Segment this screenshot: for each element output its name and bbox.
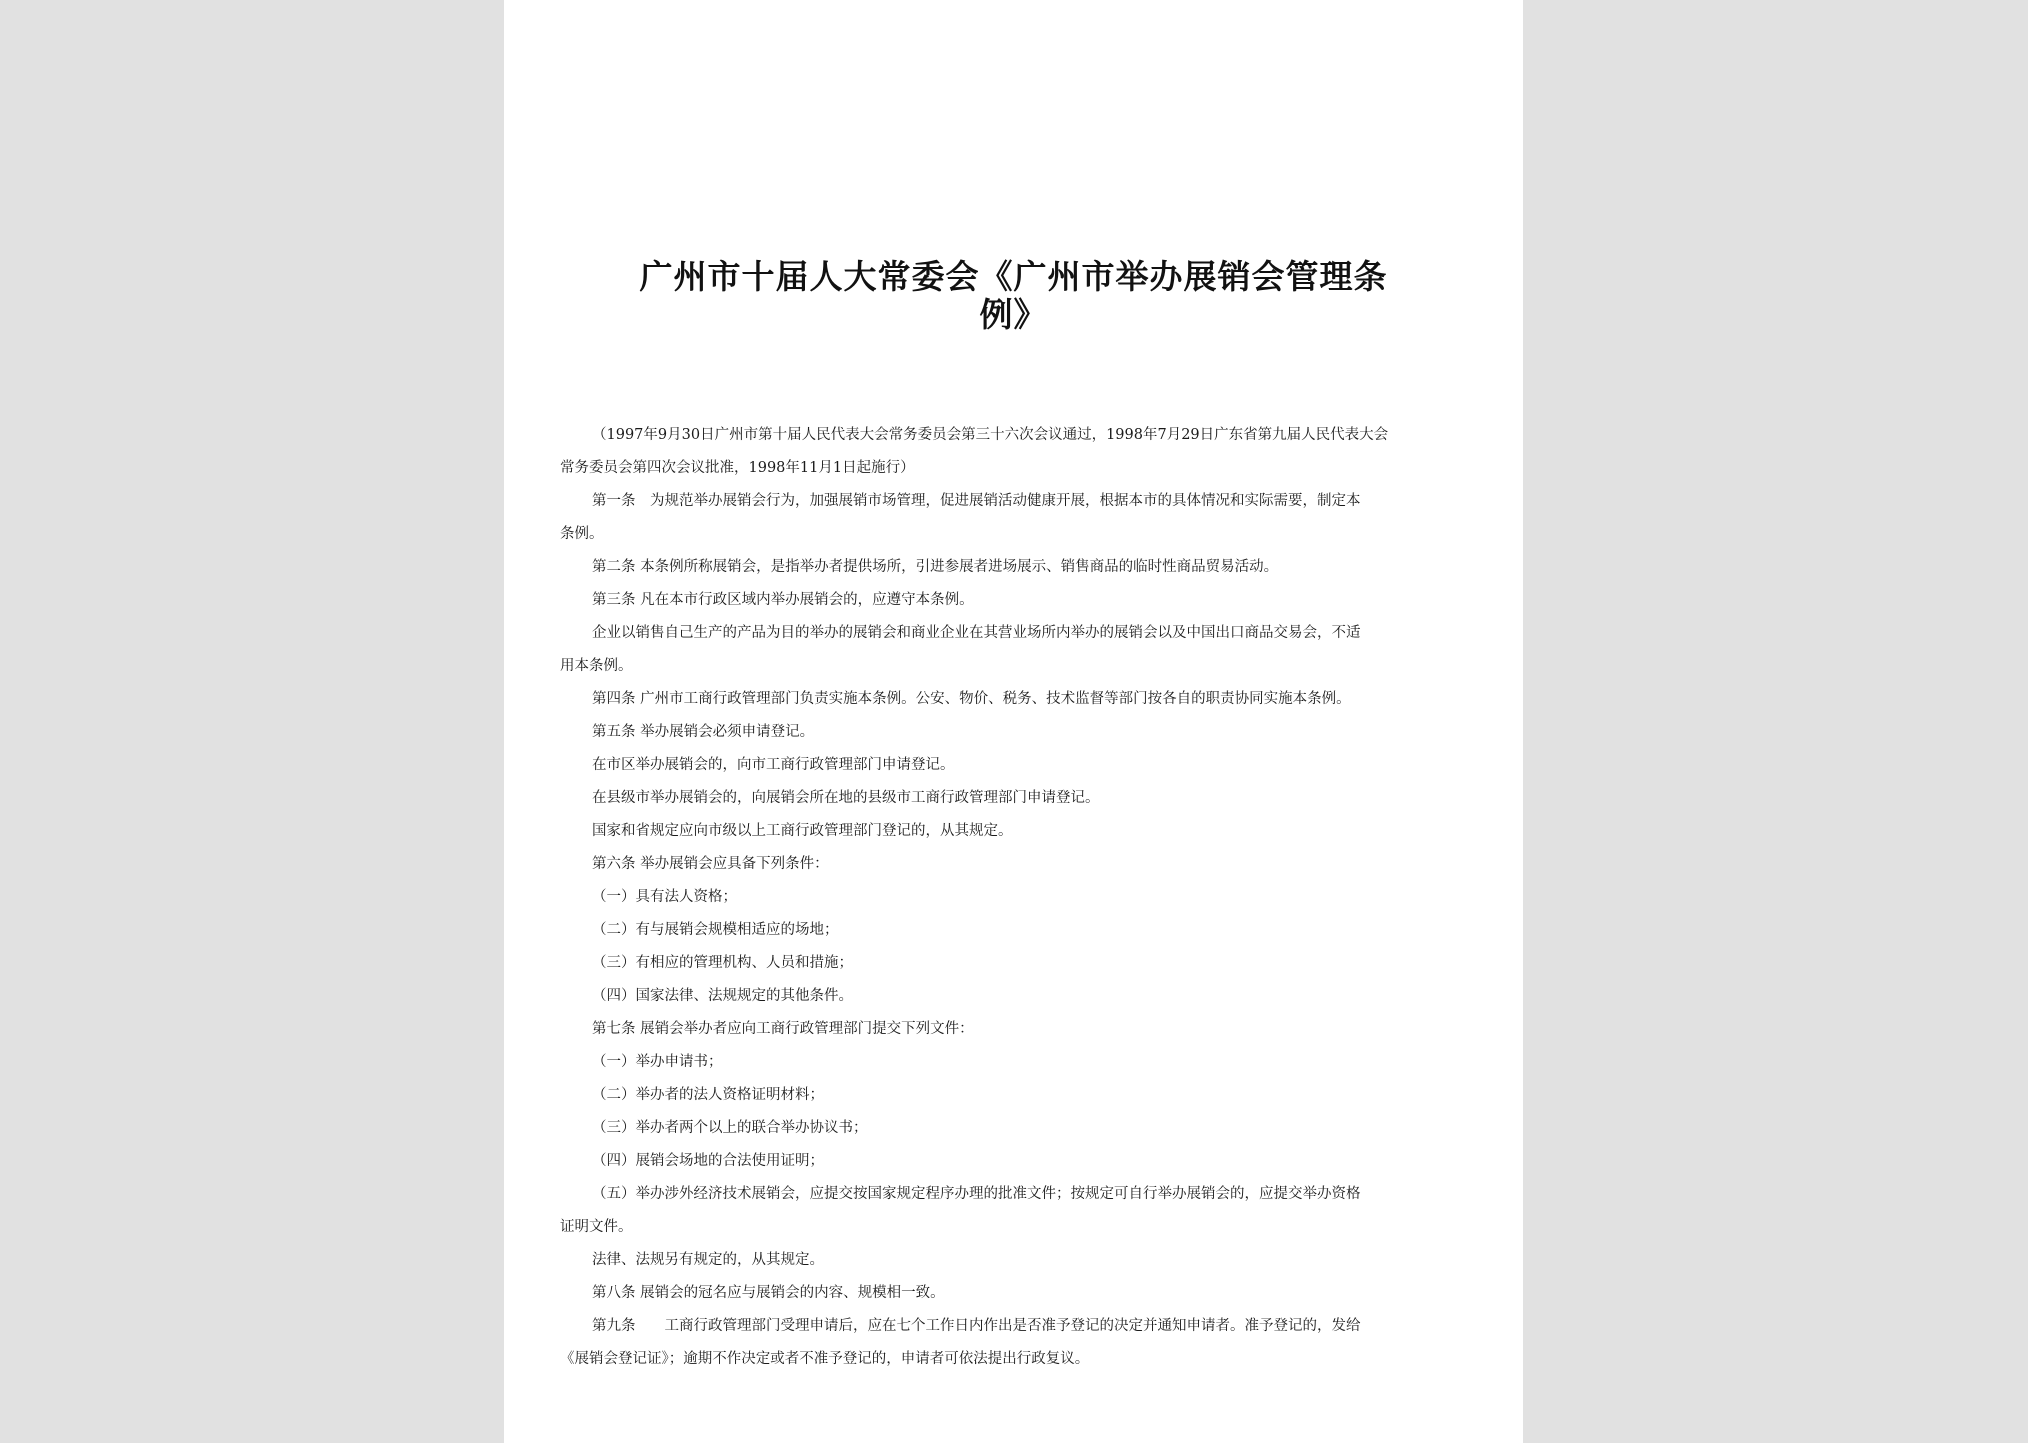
paragraph-line: 法律、法规另有规定的，从其规定。 — [592, 1252, 824, 1268]
paragraph-line: 国家和省规定应向市级以上工商行政管理部门登记的，从其规定。 — [592, 823, 1013, 839]
paragraph-line: 条例。 — [560, 526, 604, 542]
paragraph-line: （一）举办申请书； — [592, 1054, 723, 1070]
document-title — [504, 258, 1523, 334]
paragraph-line: 《展销会登记证》；逾期不作决定或者不准予登记的，申请者可依法提出行政复议。 — [560, 1351, 1090, 1367]
paragraph-line: 第四条 广州市工商行政管理部门负责实施本条例。公安、物价、税务、技术监督等部门按各自的职责协同实施本条例。 — [592, 691, 1351, 707]
document-page — [504, 0, 1523, 1443]
paragraph-line: 第二条 本条例所称展销会，是指举办者提供场所，引进参展者进场展示、销售商品的临时性商品贸易活动。 — [592, 559, 1279, 575]
paragraph-line: （五）举办涉外经济技术展销会，应提交按国家规定程序办理的批准文件；按规定可自行举办展销会的，应提交举办资格 — [592, 1186, 1361, 1202]
paragraph-line: （一）具有法人资格； — [592, 889, 737, 905]
document-body — [560, 419, 1475, 1376]
paragraph-line: （三）举办者两个以上的联合举办协议书； — [592, 1120, 868, 1136]
paragraph-line: 第六条 举办展销会应具备下列条件： — [592, 856, 829, 872]
paragraph-line: 第七条 展销会举办者应向工商行政管理部门提交下列文件： — [592, 1021, 974, 1037]
paragraph-line: （四）展销会场地的合法使用证明； — [592, 1153, 824, 1169]
paragraph-line: 第九条 工商行政管理部门受理申请后，应在七个工作日内作出是否准予登记的决定并通知申请者。准予登记的，发给 — [592, 1318, 1361, 1334]
paragraph-line: （1997年9月30日广州市第十届人民代表大会常务委员会第三十六次会议通过，1998年7月29日广东省第九届人民代表大会 — [592, 427, 1389, 443]
paragraph-line: （四）国家法律、法规规定的其他条件。 — [592, 988, 853, 1004]
paragraph-line: 在市区举办展销会的，向市工商行政管理部门申请登记。 — [592, 757, 955, 773]
paragraph-line: 证明文件。 — [560, 1219, 633, 1235]
paragraph-line: 用本条例。 — [560, 658, 633, 674]
paragraph-line: 企业以销售自己生产的产品为目的举办的展销会和商业企业在其营业场所内举办的展销会以及中国出口商品交易会，不适 — [592, 625, 1361, 641]
paragraph-line: （二）举办者的法人资格证明材料； — [592, 1087, 824, 1103]
paragraph-line: 第八条 展销会的冠名应与展销会的内容、规模相一致。 — [592, 1285, 945, 1301]
paragraph-line: 常务委员会第四次会议批准，1998年11月1日起施行） — [560, 460, 915, 476]
paragraph-line: 在县级市举办展销会的，向展销会所在地的县级市工商行政管理部门申请登记。 — [592, 790, 1100, 806]
paragraph-line: （二）有与展销会规模相适应的场地； — [592, 922, 839, 938]
title-line-2: 例》 — [979, 295, 1048, 334]
paragraph-line: 第一条 为规范举办展销会行为，加强展销市场管理，促进展销活动健康开展，根据本市的具体情况和实际需要，制定本 — [592, 493, 1361, 509]
paragraph-line: 第五条 举办展销会必须申请登记。 — [592, 724, 815, 740]
paragraph-line: 第三条 凡在本市行政区域内举办展销会的，应遵守本条例。 — [592, 592, 974, 608]
paragraph-line: （三）有相应的管理机构、人员和措施； — [592, 955, 853, 971]
title-line-1: 广州市十届人大常委会《广州市举办展销会管理条 — [639, 257, 1388, 296]
